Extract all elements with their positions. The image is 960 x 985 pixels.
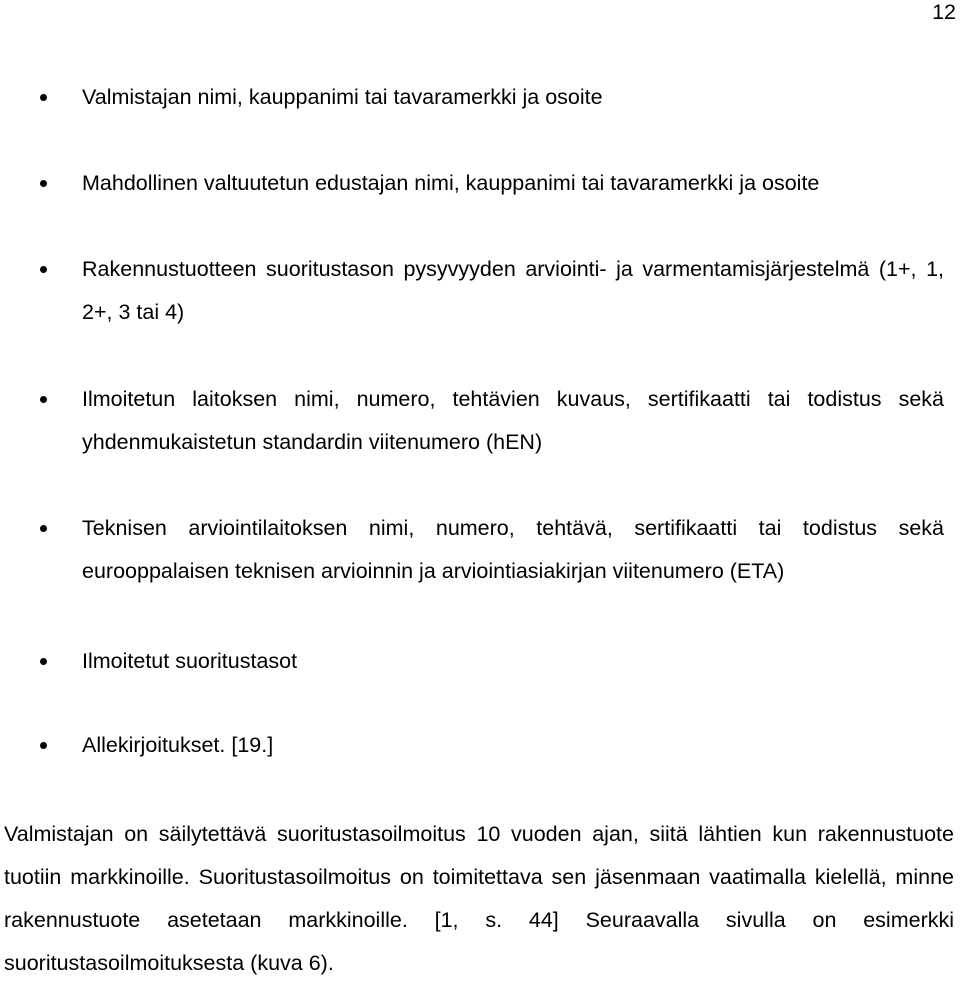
bullet-icon — [40, 180, 47, 187]
list-item-text: Allekirjoitukset. [19.] — [82, 733, 274, 757]
list-item-text: Valmistajan nimi, kauppanimi tai tavaramerkki ja osoite — [82, 85, 603, 109]
page-number: 12 — [932, 0, 956, 24]
bullet-icon — [40, 658, 47, 665]
bullet-icon — [40, 742, 47, 749]
bullet-icon — [40, 525, 47, 532]
bullet-icon — [40, 94, 47, 101]
bullet-icon — [40, 266, 47, 273]
list-item-text: Mahdollinen valtuutetun edustajan nimi, kauppanimi tai tavaramerkki ja osoite — [82, 171, 820, 195]
bullet-icon — [40, 396, 47, 403]
list-item-text: Teknisen arviointilaitoksen nimi, numero, tehtävä, sertifikaatti tai todistus sekä eurooppalaisen teknisen arvioinnin ja arviointiasiakirjan viitenumero (ETA) — [82, 516, 944, 583]
list-item-text: Ilmoitetun laitoksen nimi, numero, tehtävien kuvaus, sertifikaatti tai todistus sekä yhdenmukaistetun standardin viitenumero (hEN) — [82, 387, 944, 454]
list-item-text: Ilmoitetut suoritustasot — [82, 649, 298, 673]
list-item-text: Rakennustuotteen suoritustason pysyvyyden arviointi- ja varmentamisjärjestelmä (1+, 1, 2+, 3 tai 4) — [82, 257, 944, 324]
body-paragraph: Valmistajan on säilytettävä suoritustasoilmoitus 10 vuoden ajan, siitä lähtien kun rakennustuote tuotiin markkinoille. Suoritustasoilmoitus on toimitettava sen jäsenmaan vaatimalla kielellä, minne rakennustuote asetetaan markkinoille. [1, s. 44] Seuraavalla sivulla on esimerkki suoritustasoilmoituksesta (kuva 6). — [4, 822, 954, 975]
